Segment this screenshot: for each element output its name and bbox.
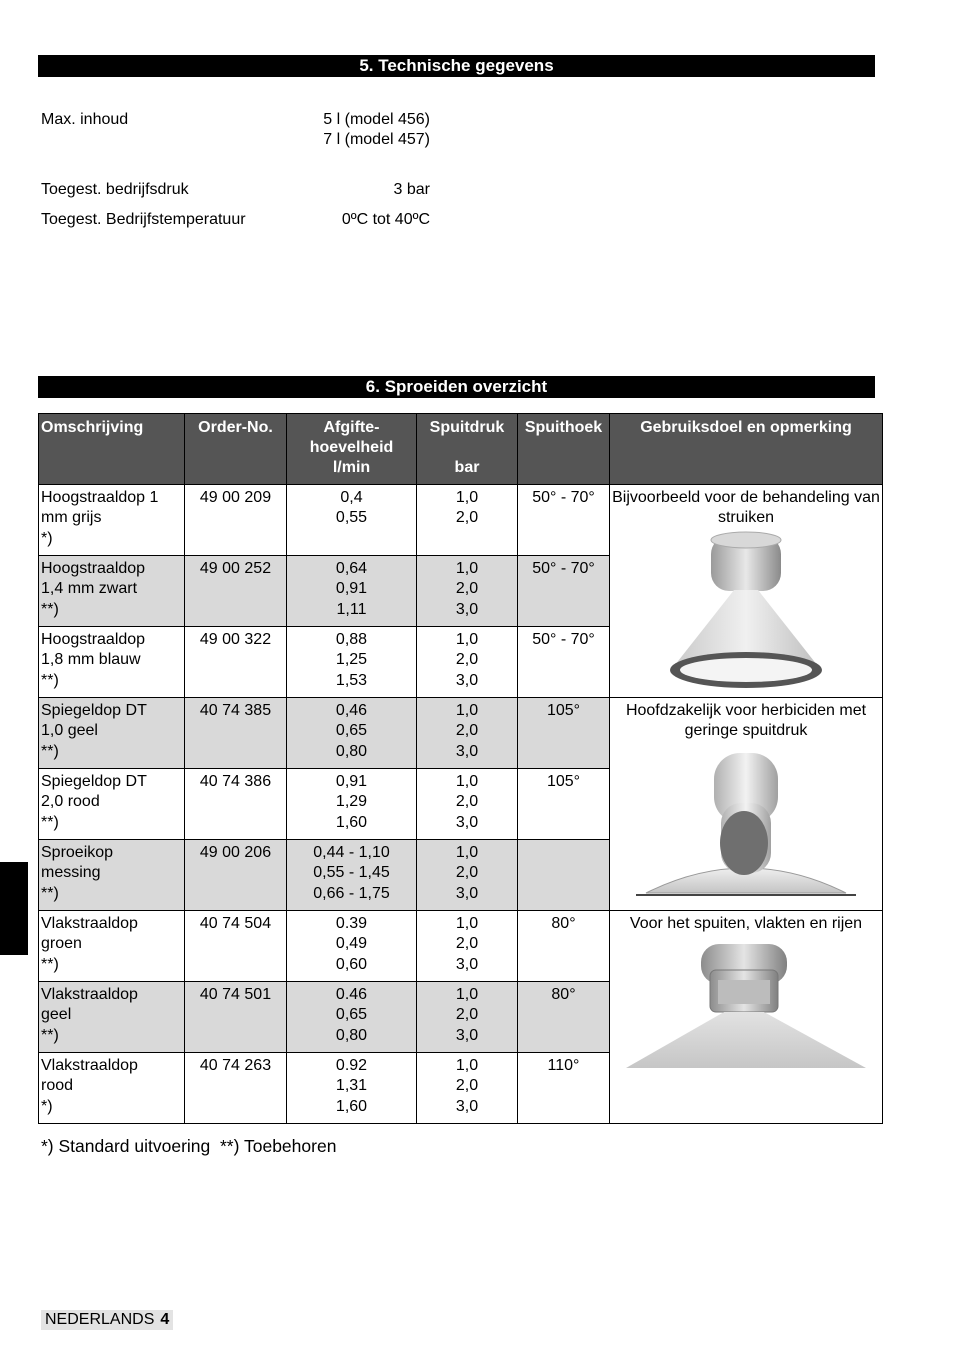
afgifte-value: 0,44 - 1,10 (313, 844, 390, 861)
desc-note: **) (41, 1026, 59, 1044)
cell-order-no: 49 00 209 (185, 485, 287, 556)
cell-afgifte (287, 840, 417, 911)
cell-afgifte (287, 769, 417, 840)
spec-value-bedrijfstemperatuur: 0ºC tot 40ºC (341, 211, 430, 228)
cell-order-no: 49 00 206 (185, 840, 287, 911)
desc-note: *) (41, 1097, 53, 1115)
desc-line: 1,4 mm zwart (41, 580, 138, 598)
afgifte-value: 0.39 (335, 915, 368, 932)
spec-value-max-inhoud-1: 5 l (model 456) (323, 111, 430, 128)
afgifte-value: 0,49 (335, 935, 368, 953)
flat-nozzle-image (616, 936, 876, 1096)
desc-line: Vlakstraaldop (41, 986, 138, 1003)
druk-value: 3,0 (455, 813, 479, 831)
header-order-no: Order-No. (185, 414, 287, 485)
cell-afgifte (287, 627, 417, 698)
desc-line: Spiegeldop DT (41, 702, 147, 719)
druk-value: 1,0 (455, 986, 479, 1003)
druk-value: 3,0 (455, 1026, 479, 1044)
cell-afgifte (287, 556, 417, 627)
cell-spuithoek: 80° (518, 982, 610, 1053)
afgifte-value: 1,25 (335, 651, 368, 669)
cell-order-no: 40 74 386 (185, 769, 287, 840)
druk-value: 2,0 (455, 580, 479, 598)
page-number: 4 (160, 1311, 170, 1328)
druk-value: 3,0 (455, 671, 479, 689)
cell-gebruiksdoel-1 (610, 485, 883, 698)
druk-value: 1,0 (455, 631, 479, 648)
cell-spuithoek: 105° (518, 769, 610, 840)
desc-note: **) (41, 884, 59, 902)
table-row (39, 485, 883, 556)
nozzle-table (38, 413, 883, 1124)
desc-line: 1,0 geel (41, 722, 98, 740)
druk-value: 1,0 (455, 844, 479, 861)
cell-gebruiksdoel-3 (610, 911, 883, 1124)
afgifte-value: 0,65 (335, 722, 368, 740)
desc-line: 1,8 mm blauw (41, 651, 141, 669)
desc-note: *) (41, 529, 53, 547)
desc-line: Sproeikop (41, 844, 114, 861)
desc-note: **) (41, 813, 59, 831)
afgifte-value: 0,88 (335, 631, 368, 648)
desc-line: Vlakstraaldop (41, 1057, 138, 1074)
desc-line: rood (41, 1077, 74, 1095)
cell-order-no: 40 74 504 (185, 911, 287, 982)
afgifte-value: 0.92 (335, 1057, 368, 1074)
afgifte-value: 0,46 (335, 702, 368, 719)
header-spuitdruk-line: Spuitdruk (429, 419, 505, 436)
druk-value: 2,0 (455, 1077, 479, 1095)
spec-value-max-inhoud-2: 7 l (model 457) (323, 131, 430, 148)
cell-omschrijving (39, 769, 185, 840)
cell-omschrijving (39, 627, 185, 698)
afgifte-value: 0,91 (335, 580, 368, 598)
desc-note: **) (41, 671, 59, 689)
cone-nozzle-image (661, 530, 831, 695)
footer-language: NEDERLANDS (45, 1311, 155, 1328)
header-afgifte-unit: l/min (332, 459, 371, 476)
desc-line: Vlakstraaldop (41, 915, 138, 932)
desc-line: Hoogstraaldop 1 (41, 489, 159, 506)
afgifte-value: 0,55 (335, 509, 368, 527)
cell-spuithoek (518, 840, 610, 911)
section-title-sproeiden-overzicht: 6. Sproeiden overzicht (38, 376, 875, 398)
language-side-tab (0, 862, 28, 955)
afgifte-value: 1,60 (335, 1097, 368, 1115)
afgifte-value: 0,55 - 1,45 (313, 864, 390, 882)
cell-order-no: 40 74 385 (185, 698, 287, 769)
desc-note: **) (41, 600, 59, 618)
afgifte-value: 0.46 (335, 986, 368, 1003)
header-spuitdruk-spacer (419, 438, 515, 458)
afgifte-value: 0,80 (335, 742, 368, 760)
spec-label-max-inhoud: Max. inhoud (41, 111, 129, 128)
afgifte-value: 1,29 (335, 793, 368, 811)
druk-value: 1,0 (455, 773, 479, 790)
header-omschrijving: Omschrijving (39, 414, 185, 485)
cell-spuitdruk (417, 982, 518, 1053)
druk-value: 1,0 (455, 702, 479, 719)
cell-spuitdruk (417, 1053, 518, 1124)
desc-line: 2,0 rood (41, 793, 100, 811)
cell-omschrijving (39, 840, 185, 911)
desc-line: Hoogstraaldop (41, 560, 146, 577)
cell-spuithoek: 110° (518, 1053, 610, 1124)
cell-spuitdruk (417, 840, 518, 911)
cell-afgifte (287, 982, 417, 1053)
druk-value: 2,0 (455, 864, 479, 882)
cell-spuitdruk (417, 911, 518, 982)
afgifte-value: 0,60 (335, 955, 368, 973)
cell-order-no: 40 74 501 (185, 982, 287, 1053)
afgifte-value: 0,66 - 1,75 (313, 884, 390, 902)
druk-value: 2,0 (455, 651, 479, 669)
cell-afgifte (287, 911, 417, 982)
header-spuitdruk (417, 414, 518, 485)
afgifte-value: 0,80 (335, 1026, 368, 1044)
desc-line: groen (41, 935, 82, 953)
cell-afgifte (287, 1053, 417, 1124)
druk-value: 3,0 (455, 742, 479, 760)
footnote: *) Standard uitvoering **) Toebehoren (41, 1136, 337, 1156)
table-header-row (39, 414, 883, 485)
table-row (39, 698, 883, 769)
gebruik-text: Hoofdzakelijk voor herbiciden met geringe spuitdruk (625, 702, 867, 739)
desc-note: **) (41, 955, 59, 973)
druk-value: 3,0 (455, 600, 479, 618)
cell-omschrijving (39, 911, 185, 982)
afgifte-value: 1,31 (335, 1077, 368, 1095)
desc-line: Hoogstraaldop (41, 631, 146, 648)
druk-value: 2,0 (455, 1006, 479, 1024)
druk-value: 1,0 (455, 489, 479, 506)
cell-spuithoek: 50° - 70° (518, 556, 610, 627)
gebruik-text: Bijvoorbeeld voor de behandeling van struiken (612, 489, 880, 526)
header-afgifte-line: Afgifte- (323, 419, 380, 436)
cell-spuitdruk (417, 698, 518, 769)
header-afgifte (287, 414, 417, 485)
header-afgifte-line: hoevelheid (309, 439, 394, 456)
druk-value: 1,0 (455, 1057, 479, 1074)
druk-value: 1,0 (455, 915, 479, 932)
cell-omschrijving (39, 556, 185, 627)
cell-spuitdruk (417, 556, 518, 627)
cell-spuitdruk (417, 627, 518, 698)
afgifte-value: 0,4 (340, 489, 363, 506)
gebruik-text: Voor het spuiten, vlakten en rijen (629, 915, 863, 932)
cell-omschrijving (39, 1053, 185, 1124)
afgifte-value: 0,91 (335, 773, 368, 790)
druk-value: 2,0 (455, 935, 479, 953)
afgifte-value: 1,11 (336, 600, 367, 618)
header-gebruiksdoel: Gebruiksdoel en opmerking (610, 414, 883, 485)
druk-value: 2,0 (455, 509, 479, 527)
desc-line: geel (41, 1006, 72, 1024)
cell-gebruiksdoel-2 (610, 698, 883, 911)
table-row (39, 911, 883, 982)
druk-value: 3,0 (455, 1097, 479, 1115)
desc-note: **) (41, 742, 59, 760)
cell-spuithoek: 50° - 70° (518, 627, 610, 698)
spec-label-bedrijfstemperatuur: Toegest. Bedrijfstemperatuur (41, 211, 246, 228)
druk-value: 3,0 (455, 884, 479, 902)
cell-omschrijving (39, 698, 185, 769)
afgifte-value: 0,64 (335, 560, 368, 577)
desc-line: messing (41, 864, 101, 882)
cell-omschrijving (39, 485, 185, 556)
druk-value: 2,0 (455, 722, 479, 740)
cell-spuitdruk (417, 485, 518, 556)
spec-value-bedrijfsdruk: 3 bar (393, 181, 430, 198)
mirror-nozzle-image (616, 743, 876, 903)
cell-spuithoek: 50° - 70° (518, 485, 610, 556)
cell-order-no: 49 00 322 (185, 627, 287, 698)
cell-omschrijving (39, 982, 185, 1053)
cell-spuithoek: 80° (518, 911, 610, 982)
cell-afgifte (287, 698, 417, 769)
afgifte-value: 1,60 (335, 813, 368, 831)
druk-value: 1,0 (455, 560, 479, 577)
druk-value: 2,0 (455, 793, 479, 811)
header-spuithoek: Spuithoek (518, 414, 610, 485)
desc-line: mm grijs (41, 509, 102, 527)
page-footer (41, 1310, 173, 1330)
cell-spuithoek: 105° (518, 698, 610, 769)
druk-value: 3,0 (455, 955, 479, 973)
afgifte-value: 1,53 (335, 671, 368, 689)
cell-order-no: 40 74 263 (185, 1053, 287, 1124)
cell-spuitdruk (417, 769, 518, 840)
header-spuitdruk-unit: bar (454, 459, 480, 476)
cell-order-no: 49 00 252 (185, 556, 287, 627)
afgifte-value: 0,65 (335, 1006, 368, 1024)
spec-label-bedrijfsdruk: Toegest. bedrijfsdruk (41, 181, 189, 198)
desc-line: Spiegeldop DT (41, 773, 147, 790)
section-title-technische-gegevens: 5. Technische gegevens (38, 55, 875, 77)
cell-afgifte (287, 485, 417, 556)
